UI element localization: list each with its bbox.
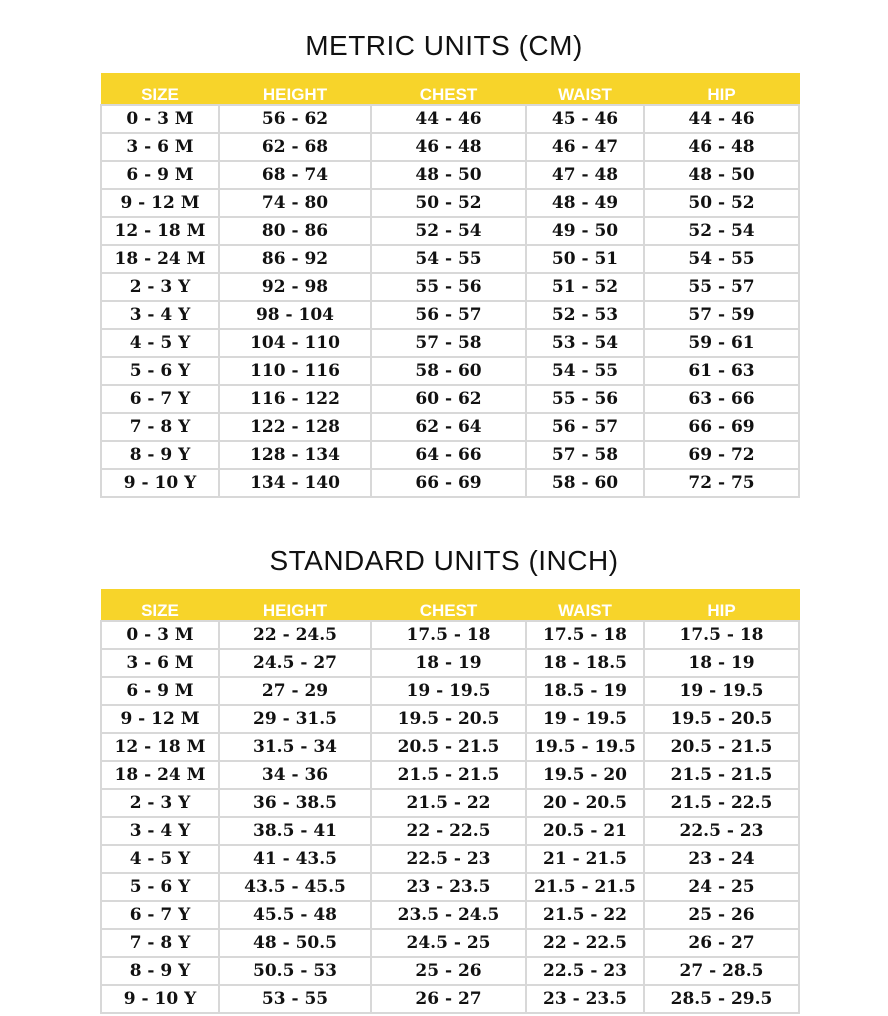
table-cell-height: 110 - 116 xyxy=(219,357,371,385)
table-cell-hip: 26 - 27 xyxy=(644,929,799,957)
table-cell-size: 5 - 6 Y xyxy=(101,873,219,901)
table-cell-waist: 21.5 - 21.5 xyxy=(526,873,644,901)
table-cell-chest: 21.5 - 21.5 xyxy=(371,761,526,789)
table-cell-chest: 22.5 - 23 xyxy=(371,845,526,873)
table-cell-hip: 61 - 63 xyxy=(644,357,799,385)
table-cell-height: 80 - 86 xyxy=(219,217,371,245)
column-header-size: SIZE xyxy=(101,590,219,622)
table-cell-size: 6 - 9 M xyxy=(101,677,219,705)
table-cell-waist: 22 - 22.5 xyxy=(526,929,644,957)
table-cell-height: 27 - 29 xyxy=(219,677,371,705)
standard-size-table xyxy=(100,589,800,1014)
table-cell-size: 8 - 9 Y xyxy=(101,957,219,985)
table-cell-height: 50.5 - 53 xyxy=(219,957,371,985)
table-cell-hip: 23 - 24 xyxy=(644,845,799,873)
table-cell-waist: 54 - 55 xyxy=(526,357,644,385)
table-cell-chest: 52 - 54 xyxy=(371,217,526,245)
table-cell-height: 92 - 98 xyxy=(219,273,371,301)
table-cell-hip: 17.5 - 18 xyxy=(644,621,799,649)
table-row xyxy=(101,705,799,733)
table-cell-chest: 55 - 56 xyxy=(371,273,526,301)
column-header-waist: WAIST xyxy=(526,74,644,106)
column-header-chest: CHEST xyxy=(371,74,526,106)
column-header-size: SIZE xyxy=(101,74,219,106)
table-cell-chest: 19 - 19.5 xyxy=(371,677,526,705)
table-cell-size: 3 - 6 M xyxy=(101,649,219,677)
table-cell-waist: 22.5 - 23 xyxy=(526,957,644,985)
table-cell-size: 9 - 12 M xyxy=(101,189,219,217)
table-cell-waist: 20 - 20.5 xyxy=(526,789,644,817)
table-cell-hip: 18 - 19 xyxy=(644,649,799,677)
table-cell-chest: 58 - 60 xyxy=(371,357,526,385)
table-cell-height: 36 - 38.5 xyxy=(219,789,371,817)
table-row xyxy=(101,357,799,385)
table-cell-size: 2 - 3 Y xyxy=(101,273,219,301)
table-cell-hip: 50 - 52 xyxy=(644,189,799,217)
table-row xyxy=(101,161,799,189)
table-cell-waist: 21 - 21.5 xyxy=(526,845,644,873)
table-cell-hip: 54 - 55 xyxy=(644,245,799,273)
table-cell-chest: 22 - 22.5 xyxy=(371,817,526,845)
table-cell-height: 24.5 - 27 xyxy=(219,649,371,677)
column-header-hip: HIP xyxy=(644,74,799,106)
table-cell-waist: 52 - 53 xyxy=(526,301,644,329)
table-row xyxy=(101,469,799,497)
table-cell-chest: 18 - 19 xyxy=(371,649,526,677)
table-cell-waist: 53 - 54 xyxy=(526,329,644,357)
table-cell-hip: 44 - 46 xyxy=(644,105,799,133)
column-header-height: HEIGHT xyxy=(219,74,371,106)
column-header-height: HEIGHT xyxy=(219,590,371,622)
table-cell-height: 56 - 62 xyxy=(219,105,371,133)
table-cell-height: 62 - 68 xyxy=(219,133,371,161)
table-cell-waist: 20.5 - 21 xyxy=(526,817,644,845)
table-cell-size: 3 - 6 M xyxy=(101,133,219,161)
table-cell-chest: 64 - 66 xyxy=(371,441,526,469)
metric-size-table xyxy=(100,73,800,498)
table-row xyxy=(101,385,799,413)
table-row xyxy=(101,733,799,761)
table-cell-waist: 49 - 50 xyxy=(526,217,644,245)
table-cell-waist: 19.5 - 20 xyxy=(526,761,644,789)
table-cell-chest: 20.5 - 21.5 xyxy=(371,733,526,761)
table-row xyxy=(101,329,799,357)
table-cell-size: 8 - 9 Y xyxy=(101,441,219,469)
table-row xyxy=(101,217,799,245)
table-row xyxy=(101,189,799,217)
table-cell-height: 29 - 31.5 xyxy=(219,705,371,733)
table-row xyxy=(101,133,799,161)
table-cell-waist: 19.5 - 19.5 xyxy=(526,733,644,761)
table-cell-height: 41 - 43.5 xyxy=(219,845,371,873)
table-header-row xyxy=(101,74,799,106)
table-cell-hip: 21.5 - 21.5 xyxy=(644,761,799,789)
table-cell-size: 0 - 3 M xyxy=(101,105,219,133)
table-cell-hip: 27 - 28.5 xyxy=(644,957,799,985)
table-cell-waist: 50 - 51 xyxy=(526,245,644,273)
table-cell-waist: 57 - 58 xyxy=(526,441,644,469)
table-row xyxy=(101,789,799,817)
table-cell-hip: 19.5 - 20.5 xyxy=(644,705,799,733)
table-cell-size: 7 - 8 Y xyxy=(101,413,219,441)
table-cell-height: 74 - 80 xyxy=(219,189,371,217)
table-cell-waist: 45 - 46 xyxy=(526,105,644,133)
table-cell-hip: 57 - 59 xyxy=(644,301,799,329)
table-cell-waist: 21.5 - 22 xyxy=(526,901,644,929)
table-cell-height: 22 - 24.5 xyxy=(219,621,371,649)
table-row xyxy=(101,621,799,649)
table-cell-waist: 47 - 48 xyxy=(526,161,644,189)
table-cell-height: 98 - 104 xyxy=(219,301,371,329)
table-cell-hip: 25 - 26 xyxy=(644,901,799,929)
table-cell-waist: 51 - 52 xyxy=(526,273,644,301)
table-cell-chest: 23.5 - 24.5 xyxy=(371,901,526,929)
column-header-chest: CHEST xyxy=(371,590,526,622)
table-cell-chest: 50 - 52 xyxy=(371,189,526,217)
table-cell-waist: 48 - 49 xyxy=(526,189,644,217)
table-cell-hip: 46 - 48 xyxy=(644,133,799,161)
table-cell-chest: 17.5 - 18 xyxy=(371,621,526,649)
table-cell-hip: 52 - 54 xyxy=(644,217,799,245)
table-row xyxy=(101,901,799,929)
table-cell-height: 43.5 - 45.5 xyxy=(219,873,371,901)
table-cell-size: 7 - 8 Y xyxy=(101,929,219,957)
table-cell-height: 134 - 140 xyxy=(219,469,371,497)
table-row xyxy=(101,441,799,469)
table-cell-chest: 19.5 - 20.5 xyxy=(371,705,526,733)
table-cell-chest: 23 - 23.5 xyxy=(371,873,526,901)
table-cell-hip: 48 - 50 xyxy=(644,161,799,189)
table-cell-height: 68 - 74 xyxy=(219,161,371,189)
table-cell-size: 2 - 3 Y xyxy=(101,789,219,817)
table-row xyxy=(101,105,799,133)
table-cell-hip: 59 - 61 xyxy=(644,329,799,357)
table-row xyxy=(101,413,799,441)
table-cell-chest: 44 - 46 xyxy=(371,105,526,133)
table-cell-waist: 56 - 57 xyxy=(526,413,644,441)
table-cell-waist: 19 - 19.5 xyxy=(526,705,644,733)
table-cell-hip: 66 - 69 xyxy=(644,413,799,441)
table-cell-size: 4 - 5 Y xyxy=(101,845,219,873)
table-cell-size: 0 - 3 M xyxy=(101,621,219,649)
table-cell-hip: 22.5 - 23 xyxy=(644,817,799,845)
table-row xyxy=(101,929,799,957)
table-cell-waist: 18.5 - 19 xyxy=(526,677,644,705)
table-cell-size: 4 - 5 Y xyxy=(101,329,219,357)
table-cell-size: 6 - 7 Y xyxy=(101,385,219,413)
table-cell-chest: 66 - 69 xyxy=(371,469,526,497)
table-cell-size: 5 - 6 Y xyxy=(101,357,219,385)
table-cell-size: 18 - 24 M xyxy=(101,761,219,789)
table-row xyxy=(101,817,799,845)
table-cell-size: 3 - 4 Y xyxy=(101,301,219,329)
table-cell-height: 45.5 - 48 xyxy=(219,901,371,929)
table-cell-height: 128 - 134 xyxy=(219,441,371,469)
table-cell-size: 12 - 18 M xyxy=(101,733,219,761)
table-cell-chest: 62 - 64 xyxy=(371,413,526,441)
table-cell-height: 38.5 - 41 xyxy=(219,817,371,845)
table-cell-size: 18 - 24 M xyxy=(101,245,219,273)
table-cell-size: 6 - 7 Y xyxy=(101,901,219,929)
table-cell-chest: 56 - 57 xyxy=(371,301,526,329)
table-cell-height: 34 - 36 xyxy=(219,761,371,789)
column-header-hip: HIP xyxy=(644,590,799,622)
table-cell-height: 116 - 122 xyxy=(219,385,371,413)
table-cell-height: 86 - 92 xyxy=(219,245,371,273)
table-cell-hip: 21.5 - 22.5 xyxy=(644,789,799,817)
table-header-row xyxy=(101,590,799,622)
table-cell-hip: 19 - 19.5 xyxy=(644,677,799,705)
table-cell-height: 48 - 50.5 xyxy=(219,929,371,957)
table-row xyxy=(101,845,799,873)
table-row xyxy=(101,761,799,789)
table-cell-height: 104 - 110 xyxy=(219,329,371,357)
table-cell-hip: 20.5 - 21.5 xyxy=(644,733,799,761)
table-cell-waist: 17.5 - 18 xyxy=(526,621,644,649)
table-cell-hip: 55 - 57 xyxy=(644,273,799,301)
table-cell-size: 9 - 12 M xyxy=(101,705,219,733)
table-cell-size: 9 - 10 Y xyxy=(101,985,219,1013)
table-row xyxy=(101,273,799,301)
table-cell-height: 53 - 55 xyxy=(219,985,371,1013)
table-cell-size: 6 - 9 M xyxy=(101,161,219,189)
table-row xyxy=(101,649,799,677)
table-cell-chest: 57 - 58 xyxy=(371,329,526,357)
table-cell-chest: 60 - 62 xyxy=(371,385,526,413)
table-cell-hip: 24 - 25 xyxy=(644,873,799,901)
table-cell-waist: 55 - 56 xyxy=(526,385,644,413)
table-cell-chest: 26 - 27 xyxy=(371,985,526,1013)
metric-units-title: METRIC UNITS (CM) xyxy=(305,30,583,61)
table-cell-waist: 58 - 60 xyxy=(526,469,644,497)
table-cell-chest: 21.5 - 22 xyxy=(371,789,526,817)
table-cell-waist: 23 - 23.5 xyxy=(526,985,644,1013)
column-header-waist: WAIST xyxy=(526,590,644,622)
table-cell-height: 31.5 - 34 xyxy=(219,733,371,761)
table-cell-hip: 69 - 72 xyxy=(644,441,799,469)
table-cell-chest: 24.5 - 25 xyxy=(371,929,526,957)
table-row xyxy=(101,873,799,901)
table-cell-waist: 46 - 47 xyxy=(526,133,644,161)
table-cell-hip: 63 - 66 xyxy=(644,385,799,413)
table-cell-chest: 46 - 48 xyxy=(371,133,526,161)
table-row xyxy=(101,677,799,705)
table-cell-waist: 18 - 18.5 xyxy=(526,649,644,677)
table-cell-size: 12 - 18 M xyxy=(101,217,219,245)
table-row xyxy=(101,301,799,329)
table-cell-size: 3 - 4 Y xyxy=(101,817,219,845)
table-cell-chest: 54 - 55 xyxy=(371,245,526,273)
table-cell-size: 9 - 10 Y xyxy=(101,469,219,497)
table-cell-height: 122 - 128 xyxy=(219,413,371,441)
table-cell-hip: 28.5 - 29.5 xyxy=(644,985,799,1013)
table-row xyxy=(101,245,799,273)
standard-units-title: STANDARD UNITS (INCH) xyxy=(269,545,619,576)
table-cell-chest: 25 - 26 xyxy=(371,957,526,985)
table-cell-hip: 72 - 75 xyxy=(644,469,799,497)
table-row xyxy=(101,957,799,985)
table-row xyxy=(101,985,799,1013)
table-cell-chest: 48 - 50 xyxy=(371,161,526,189)
